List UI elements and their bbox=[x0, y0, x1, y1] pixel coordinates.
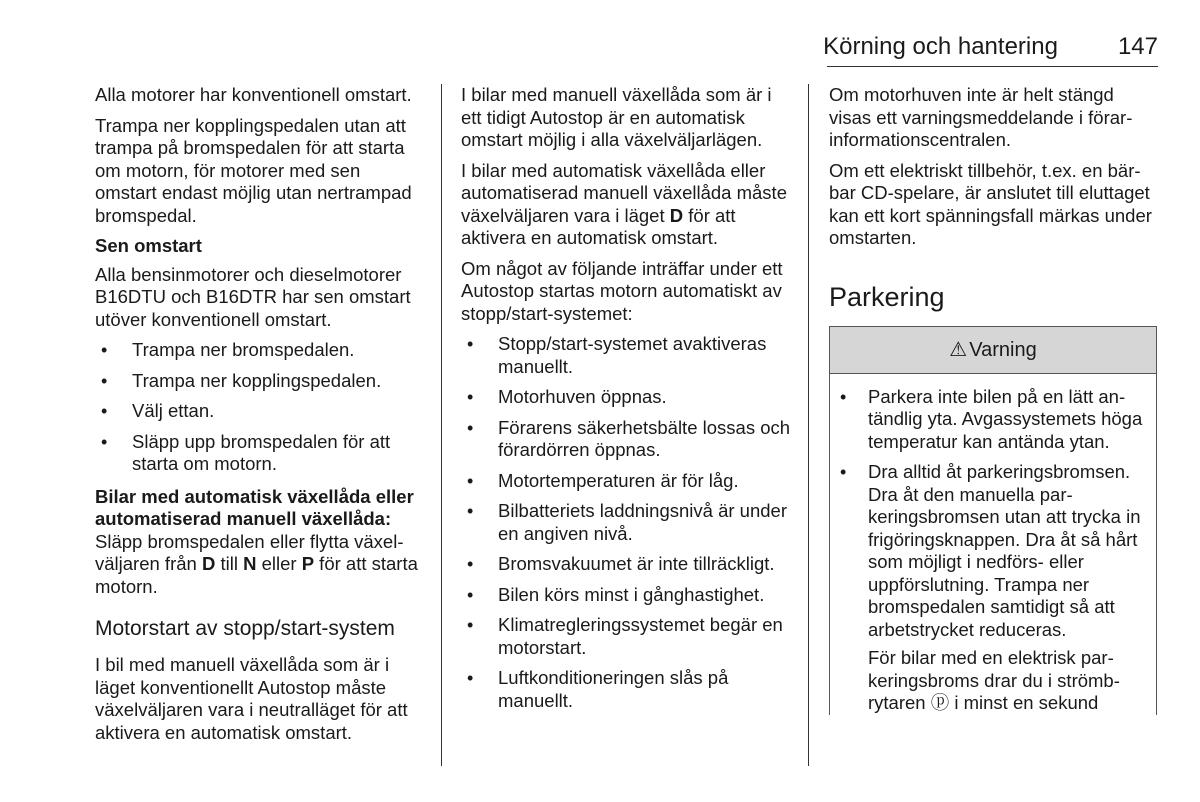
list-item: • Trampa ner kopplingspedalen. bbox=[95, 370, 425, 393]
list-item: • Trampa ner bromspedalen. bbox=[95, 339, 425, 362]
paragraph: Trampa ner kopplingspedalen utan att trampa på bromspedalen för att starta om motorn, för motorer med sen omstart endast möjlig utan nertrampad bromspedal. bbox=[95, 114, 412, 226]
column-3 bbox=[829, 84, 1157, 725]
list-item: • Förarens säkerhetsbälte lossas och förardörren öppnas. bbox=[461, 417, 794, 462]
list-item: • Parkera inte bilen på en lätt antändlig yta. Avgassystemets höga temperatur kan antända ytan. bbox=[838, 386, 1146, 454]
paragraph: I bil med manuell växellåda som är i läget konventionellt Autostop måste växelväljaren vara i neutralläget för att aktivera en automatisk omstart. bbox=[95, 654, 408, 743]
paragraph-automatic: Bilar med automatisk växellåda eller automatiserad manuell växellåda: Släpp bromspedalen eller flytta växelväljaren från D till N eller P för att starta motorn. bbox=[95, 485, 418, 597]
warning-body bbox=[830, 374, 1156, 715]
list-item: • Luftkonditioneringen slås på manuellt. bbox=[461, 667, 794, 712]
paragraph: Alla motorer har konventionell omstart. bbox=[95, 84, 412, 105]
header-rule bbox=[827, 66, 1158, 67]
column-divider-2 bbox=[808, 84, 809, 766]
list-item: • Motortemperaturen är för låg. bbox=[461, 470, 794, 493]
list-item: • Dra alltid åt parkeringsbromsen. Dra åt den manuella parkeringsbromsen utan att trycka in frigöringsknappen. Dra åt så hårt som möjligt i nedförs- eller uppförslutning. Trampa ner bromspedalen samtidigt så att arbetstrycket reduceras. För bilar med en elektrisk parkeringsbroms drar du i strömbrytaren ⓟ i minst en sekund bbox=[838, 461, 1146, 715]
electric-brake-note: För bilar med en elektrisk parkeringsbroms drar du i strömbrytaren ⓟ i minst en sekund bbox=[868, 647, 1120, 713]
list-item: • Bromsvakuumet är inte tillräckligt. bbox=[461, 553, 794, 576]
paragraph: I bilar med manuell växellåda som är i ett tidigt Autostop är en automatisk omstart möjlig i alla växelväljarlägen. bbox=[461, 84, 772, 150]
section-heading: Motorstart av stopp/start-system bbox=[95, 617, 395, 640]
paragraph: Alla bensinmotorer och dieselmotorer B16DTU och B16DTR har sen omstart utöver konventionell omstart. bbox=[95, 263, 411, 330]
warning-header bbox=[830, 327, 1156, 374]
paragraph: Om motorhuven inte är helt stängd visas ett varningsmeddelande i förarinformationscentralen. bbox=[829, 84, 1133, 150]
page-number: 147 bbox=[1117, 33, 1158, 60]
paragraph: Om ett elektriskt tillbehör, t.ex. en bärbar CD-spelare, är anslutet till eluttaget kan ett kort spänningsfall märkas under omstarten. bbox=[829, 159, 1152, 248]
warning-list bbox=[838, 386, 1146, 715]
list-item: • Bilbatteriets laddningsnivå är under en angiven nivå. bbox=[461, 500, 794, 545]
steps-list bbox=[95, 339, 425, 476]
warning-box bbox=[829, 326, 1157, 715]
conditions-list bbox=[461, 333, 794, 712]
paragraph: Om något av följande inträffar under ett Autostop startas motorn automatiskt av stopp/start-systemet: bbox=[461, 257, 783, 324]
section-title: Körning och hantering bbox=[823, 33, 1058, 60]
warning-triangle-icon: ⚠ bbox=[949, 338, 968, 361]
list-item: • Motorhuven öppnas. bbox=[461, 386, 794, 409]
warning-label: Varning bbox=[969, 338, 1037, 361]
list-item: • Stopp/start-systemet avaktiveras manuellt. bbox=[461, 333, 794, 378]
column-2 bbox=[461, 84, 794, 722]
paragraph: I bilar med automatisk växellåda eller automatiserad manuell växellåda måste växelväljaren vara i läget D för att aktivera en automatisk omstart. bbox=[461, 159, 787, 248]
column-divider-1 bbox=[441, 84, 442, 766]
bold-intro: Bilar med automatisk växellåda eller automatiserad manuell växellåda: bbox=[95, 485, 414, 529]
list-item: • Bilen körs minst i gånghastighet. bbox=[461, 584, 794, 607]
list-item: • Klimatregleringssystemet begär en motorstart. bbox=[461, 614, 794, 659]
page-header bbox=[0, 30, 1158, 64]
subheading-late-restart: Sen omstart bbox=[95, 235, 202, 256]
parking-brake-switch-icon: ⓟ bbox=[930, 692, 950, 713]
list-item: • Släpp upp bromspedalen för att starta om motorn. bbox=[95, 431, 425, 476]
section-heading-parking: Parkering bbox=[829, 281, 945, 312]
list-item: • Välj ettan. bbox=[95, 400, 425, 423]
column-1 bbox=[95, 84, 425, 752]
